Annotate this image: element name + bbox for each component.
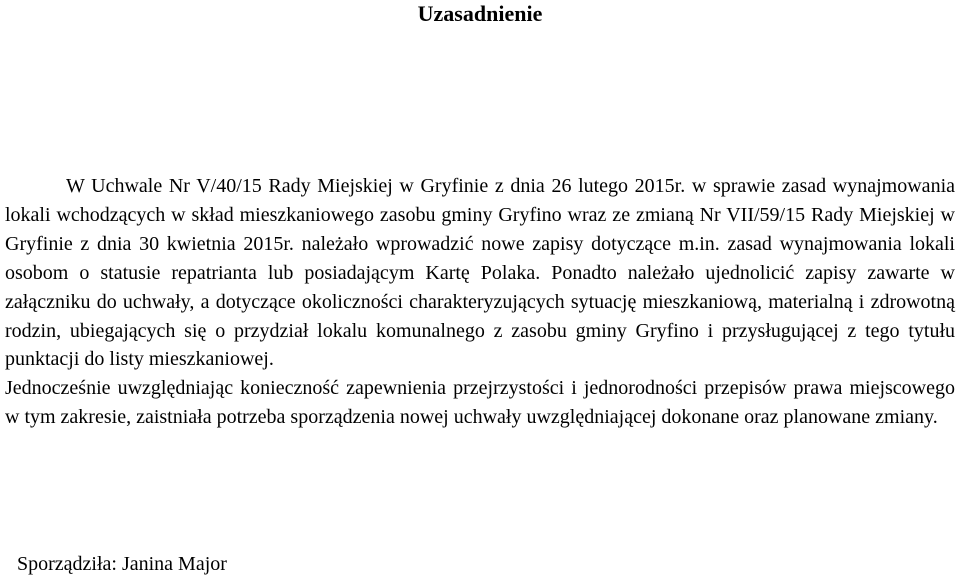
paragraph-main: W Uchwale Nr V/40/15 Rady Miejskiej w Gryfinie z dnia 26 lutego 2015r. w sprawie zasad wynajmowania lokali wchodzących w skład mieszkaniowego zasobu gminy Gryfino wraz ze zmianą Nr VII/59/15 Rady Miejskiej w Gryfinie z dnia 30 kwietnia 2015r. należało wprowadzić nowe zapisy dotyczące m.in. zasad wynajmowania lokali osobom o statusie repatrianta lub posiadającym Kartę Polaka. Ponadto należało ujednolicić zapisy zawarte w załączniku do uchwały, a dotyczące okoliczności charakteryzujących sytuację mieszkaniową, materialną i zdrowotną rodzin, ubiegających się o przydział lokalu komunalnego z zasobu gminy Gryfino i przysługującej z tego tytułu punktacji do listy mieszkaniowej. bbox=[5, 175, 955, 371]
document-title: Uzasadnienie bbox=[417, 1, 543, 26]
signature-line: Sporządziła: Janina Major bbox=[17, 553, 227, 575]
paragraph-conclusion: Jednocześnie uwzględniając konieczność zapewnienia przejrzystości i jednorodności przepisów prawa miejscowego w tym zakresie, zaistniała potrzeba sporządzenia nowej uchwały uwzględniającej dokonane oraz planowane zmiany. bbox=[5, 377, 955, 429]
document-body bbox=[5, 172, 955, 432]
